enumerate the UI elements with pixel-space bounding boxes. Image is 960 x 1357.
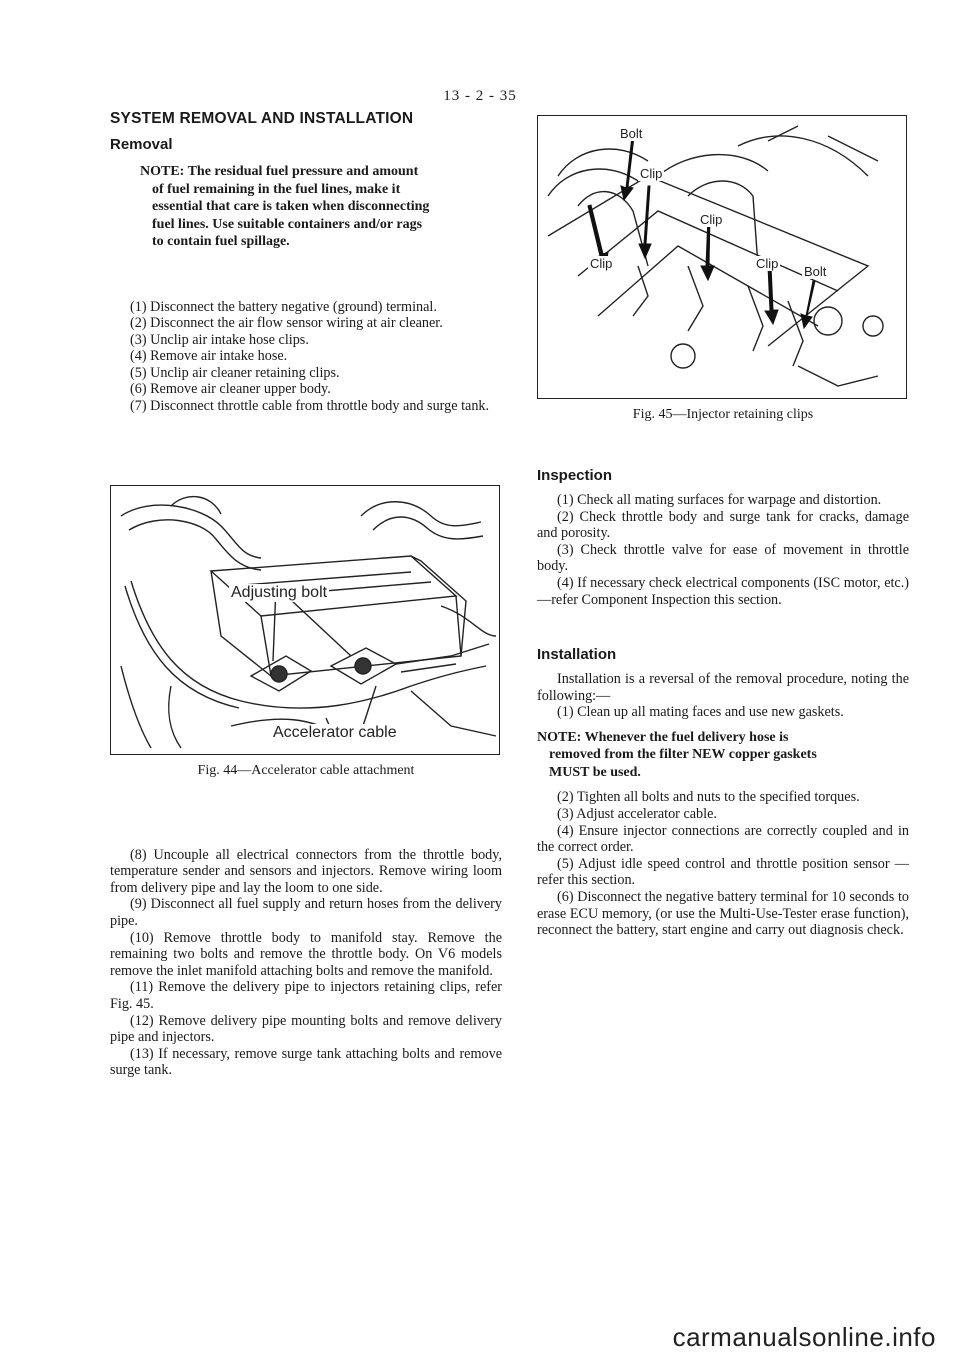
accelerator-cable-label: Accelerator cable	[273, 723, 397, 741]
installation-heading: Installation	[537, 646, 617, 664]
installation-note	[537, 729, 909, 782]
figure-44	[110, 485, 500, 755]
step: (9) Disconnect all fuel supply and return hoses from the delivery pipe.	[110, 896, 502, 930]
clip-label-1: Clip	[640, 166, 663, 181]
removal-steps-b	[110, 847, 502, 1079]
note-line: NOTE: The residual fuel pressure and amount	[140, 164, 419, 179]
installation-intro: Installation is a reversal of the removal procedure, noting the following:—	[537, 671, 909, 704]
step: (8) Uncouple all electrical connectors from the throttle body, temperature sender and sensors and injectors. Remove wiring loom from delivery pipe and lay the loom to one side.	[110, 846, 502, 896]
clip-label-3: Clip	[590, 256, 613, 271]
step: (11) Remove the delivery pipe to injectors retaining clips, refer Fig. 45.	[110, 979, 502, 1012]
adjusting-bolt-label: Adjusting bolt	[231, 583, 328, 601]
step: (2) Check throttle body and surge tank for cracks, damage and porosity.	[537, 508, 909, 542]
bolt-label-right: Bolt	[804, 264, 827, 279]
bolt-label-top: Bolt	[620, 126, 643, 141]
page-number: 13 - 2 - 35	[443, 88, 517, 104]
note-line: removed from the filter NEW copper gaskets	[549, 747, 817, 763]
figure-44-caption: Fig. 44—Accelerator cable attachment	[197, 762, 415, 778]
step: (4) Remove air intake hose.	[130, 348, 288, 365]
step: (2) Tighten all bolts and nuts to the specified torques.	[557, 789, 860, 806]
left-column	[110, 110, 502, 1079]
right-column	[537, 115, 909, 939]
step: (2) Disconnect the air flow sensor wiring at air cleaner.	[130, 315, 443, 332]
step: (4) If necessary check electrical components (ISC motor, etc.)—refer Component Inspection this section.	[537, 574, 909, 608]
step: (5) Unclip air cleaner retaining clips.	[130, 364, 340, 381]
step: (6) Remove air cleaner upper body.	[130, 381, 331, 398]
figure-45	[537, 115, 907, 399]
step: (1) Check all mating surfaces for warpage and distortion.	[557, 492, 882, 508]
step: (1) Clean up all mating faces and use new gaskets.	[557, 704, 844, 721]
step: (5) Adjust idle speed control and throttle position sensor — refer this section.	[537, 855, 909, 889]
note-line: MUST be used.	[549, 764, 641, 780]
accelerator-cable-illustration	[111, 486, 499, 754]
step: (3) Check throttle valve for ease of movement in throttle body.	[537, 541, 909, 575]
step: (7) Disconnect throttle cable from throttle body and surge tank.	[130, 398, 490, 415]
step: (3) Unclip air intake hose clips.	[130, 331, 309, 348]
step: (12) Remove delivery pipe mounting bolts and remove delivery pipe and injectors.	[110, 1012, 502, 1046]
installation-steps-b	[537, 789, 909, 938]
note-line: of fuel remaining in the fuel lines, make it	[152, 181, 401, 197]
step: (1) Disconnect the battery negative (ground) terminal.	[130, 298, 437, 315]
step: (4) Ensure injector connections are correctly coupled and in the correct order.	[537, 822, 909, 856]
step: (6) Disconnect the negative battery terminal for 10 seconds to erase ECU memory, (or use the Multi-Use-Tester erase function), reconnect the battery, start engine and carry out diagnosis check.	[537, 889, 909, 939]
inspection-steps	[537, 492, 909, 608]
note-line: essential that care is taken when disconnecting	[152, 199, 430, 214]
step: (3) Adjust accelerator cable.	[557, 806, 717, 823]
removal-heading: Removal	[110, 136, 173, 153]
inspection-heading: Inspection	[537, 467, 613, 484]
step: (10) Remove throttle body to manifold stay. Remove the remaining two bolts and remove the throttle body. On V6 models remove the inlet manifold attaching bolts and remove the manifold.	[110, 929, 502, 979]
step: (13) If necessary, remove surge tank attaching bolts and remove surge tank.	[110, 1045, 502, 1079]
figure-45-caption: Fig. 45—Injector retaining clips	[632, 407, 814, 422]
note-line: to contain fuel spillage.	[152, 234, 290, 249]
removal-steps-a	[110, 299, 502, 415]
note-line: NOTE: Whenever the fuel delivery hose is	[537, 729, 789, 745]
removal-note	[140, 163, 502, 251]
section-heading: SYSTEM REMOVAL AND INSTALLATION	[110, 110, 414, 127]
clip-label-4: Clip	[756, 256, 779, 271]
watermark: carmanualsonline.info	[672, 1322, 936, 1352]
clip-label-2: Clip	[700, 212, 723, 227]
note-line: fuel lines. Use suitable containers and/or rags	[152, 216, 423, 232]
